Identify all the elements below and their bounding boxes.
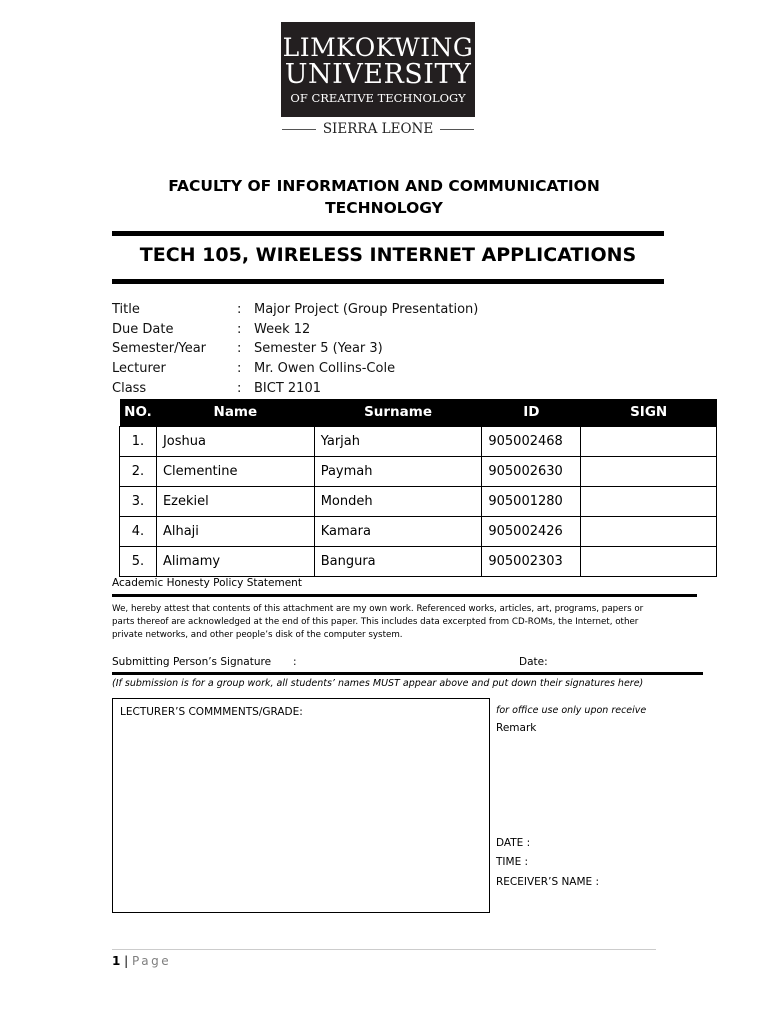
logo-line-2: UNIVERSITY: [284, 59, 472, 90]
honesty-policy-text: We, hereby attest that contents of this attachment are my own work. Referenced works, articles, art, programs, papers or parts thereof are acknowledged at the end of this paper. This includes data excerpted from CD-ROMs, the Internet, other private networks, and other people’s disk of the computer system.: [112, 604, 644, 640]
info-label: Lecturer: [112, 361, 166, 377]
info-label: Due Date: [112, 321, 174, 337]
info-row-title: [112, 300, 572, 320]
info-row-due-date: [112, 320, 572, 340]
cell-name: Ezekiel: [156, 486, 314, 516]
logo-rule-left: [282, 129, 316, 130]
divider-bottom: [112, 279, 664, 284]
cell-sign: [581, 516, 717, 546]
table-row: [120, 426, 717, 456]
footer-divider: [112, 949, 656, 950]
cell-no: 3.: [120, 486, 157, 516]
page-number: 1: [112, 954, 121, 968]
table-row: [120, 456, 717, 486]
cell-surname: Paymah: [314, 456, 482, 486]
course-title: TECH 105, WIRELESS INTERNET APPLICATIONS: [139, 244, 637, 266]
info-value: Week 12: [254, 321, 311, 337]
page-word: Page: [132, 954, 172, 968]
cell-id: 905002303: [482, 546, 581, 576]
info-value: Semester 5 (Year 3): [254, 341, 383, 357]
header-sign: SIGN: [581, 399, 717, 426]
info-row-class: [112, 378, 572, 398]
page-footer: [112, 954, 171, 968]
info-label: Class: [112, 380, 147, 396]
cell-id: 905002468: [482, 426, 581, 456]
cell-id: 905001280: [482, 486, 581, 516]
cell-surname: Kamara: [314, 516, 482, 546]
logo-rule-right: [440, 129, 474, 130]
header-name: Name: [156, 399, 314, 426]
group-members-table: [119, 399, 717, 577]
info-row-semester: [112, 339, 572, 359]
signature-divider: [112, 672, 703, 675]
info-label: Semester/Year: [112, 341, 207, 357]
table-row: [120, 516, 717, 546]
signature-label: Submitting Person’s Signature: [112, 656, 272, 668]
info-colon: :: [237, 361, 242, 377]
info-value: Mr. Owen Collins-Cole: [254, 361, 396, 377]
receiver-name: RECEIVER’S NAME :: [496, 876, 600, 888]
logo-line-3: OF CREATIVE TECHNOLOGY: [290, 91, 466, 105]
cell-sign: [581, 546, 717, 576]
info-colon: :: [237, 302, 242, 318]
honesty-divider: [112, 594, 697, 597]
info-value: Major Project (Group Presentation): [254, 302, 479, 318]
info-value: BICT 2101: [254, 380, 321, 396]
logo-subtitle: SIERRA LEONE: [322, 121, 434, 137]
lecturer-comments-box: [112, 698, 490, 913]
cell-surname: Mondeh: [314, 486, 482, 516]
remark-label: Remark: [496, 722, 537, 734]
cell-no: 5.: [120, 546, 157, 576]
header-surname: Surname: [314, 399, 482, 426]
cell-no: 2.: [120, 456, 157, 486]
receipt-time: TIME :: [496, 856, 529, 868]
info-colon: :: [237, 321, 242, 337]
table-row: [120, 546, 717, 576]
signature-colon: :: [293, 656, 297, 668]
cell-name: Joshua: [156, 426, 314, 456]
logo-line-1: LIMKOKWING: [282, 33, 474, 62]
cell-sign: [581, 486, 717, 516]
cell-id: 905002630: [482, 456, 581, 486]
cell-no: 1.: [120, 426, 157, 456]
header-id: ID: [482, 399, 581, 426]
assignment-info: [112, 300, 572, 398]
cell-sign: [581, 426, 717, 456]
header-no: NO.: [120, 399, 157, 426]
cell-name: Alimamy: [156, 546, 314, 576]
info-label: Title: [112, 302, 140, 318]
cell-id: 905002426: [482, 516, 581, 546]
table-header-row: [120, 399, 717, 426]
cell-name: Alhaji: [156, 516, 314, 546]
receipt-date: DATE :: [496, 837, 531, 849]
office-use-note: for office use only upon receive: [496, 705, 647, 716]
cell-no: 4.: [120, 516, 157, 546]
info-row-lecturer: [112, 359, 572, 379]
table-row: [120, 486, 717, 516]
cell-sign: [581, 456, 717, 486]
info-colon: :: [237, 341, 242, 357]
divider-top: [112, 231, 664, 236]
honesty-policy-title: Academic Honesty Policy Statement: [112, 577, 302, 589]
footer-separator: |: [120, 954, 133, 968]
faculty-heading: FACULTY OF INFORMATION AND COMMUNICATION TECHNOLOGY: [168, 177, 600, 217]
comments-label: LECTURER’S COMMMENTS/GRADE:: [120, 706, 303, 718]
cell-surname: Yarjah: [314, 426, 482, 456]
cell-surname: Bangura: [314, 546, 482, 576]
date-label: Date:: [519, 656, 548, 668]
university-logo: [281, 22, 475, 117]
cell-name: Clementine: [156, 456, 314, 486]
info-colon: :: [237, 380, 242, 396]
group-note: (If submission is for a group work, all students’ names MUST appear above and put down their signatures here): [112, 678, 644, 689]
